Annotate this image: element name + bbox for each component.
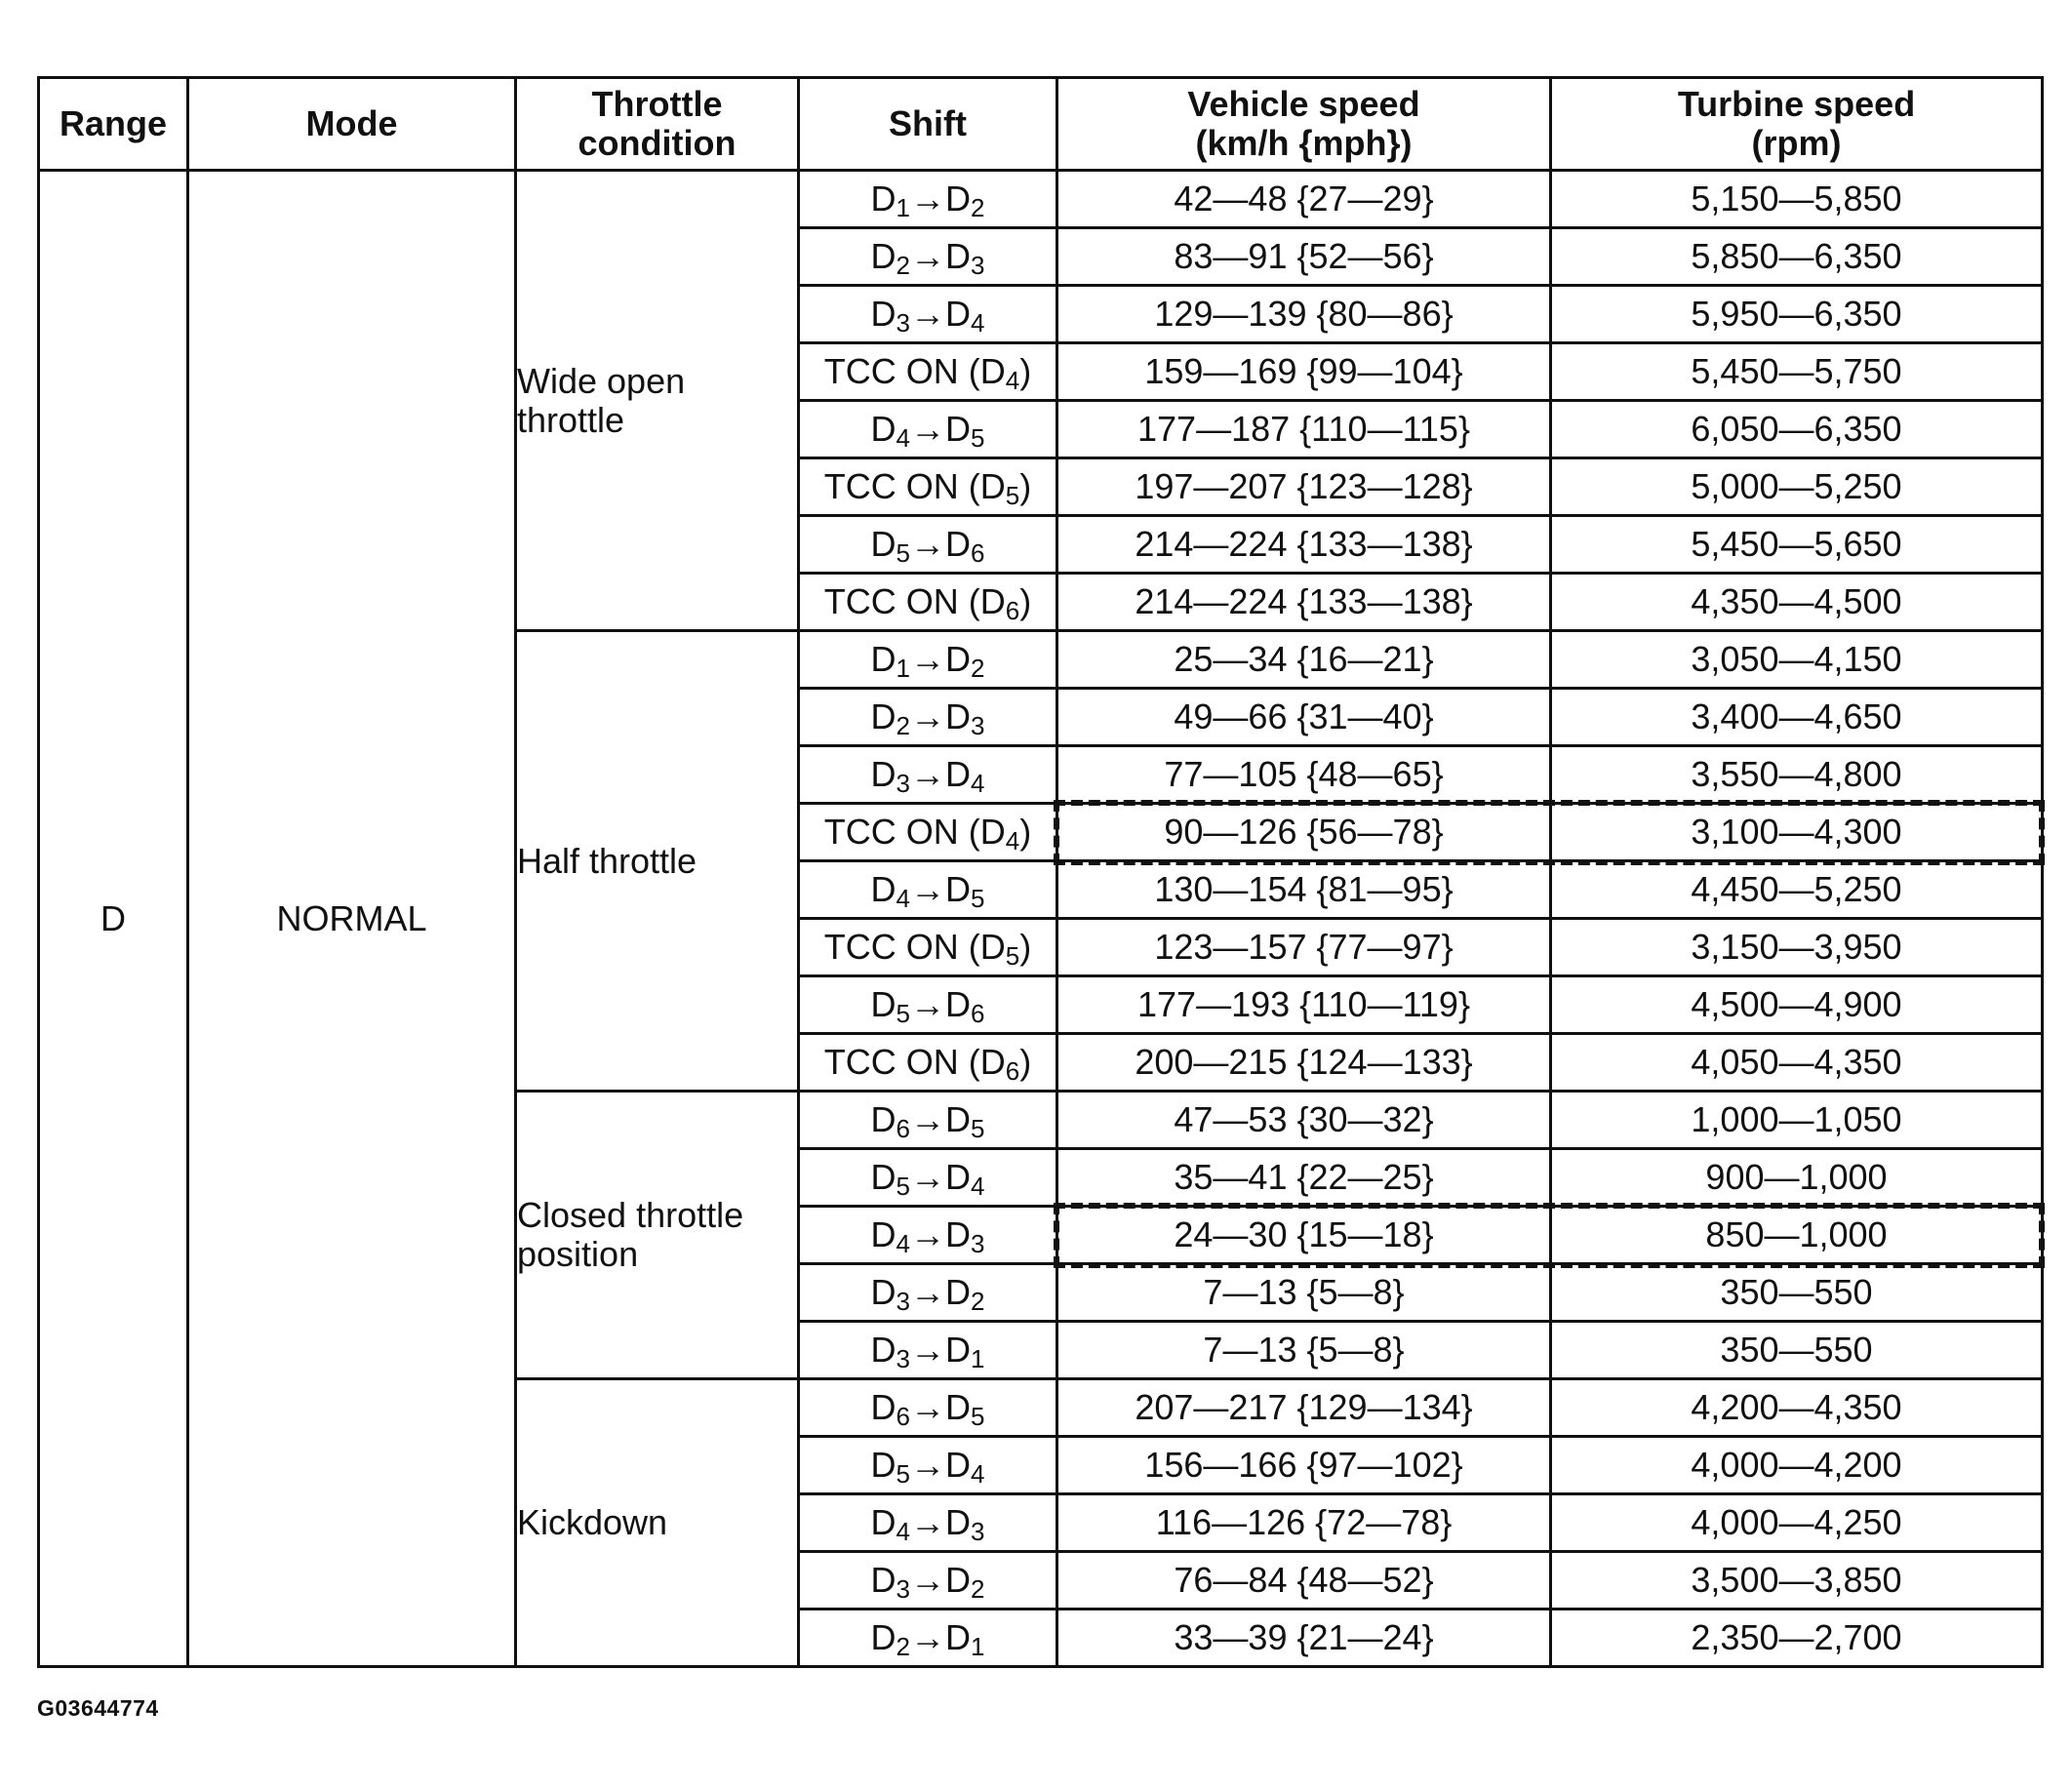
header-speed-line-1: Vehicle speed bbox=[1187, 84, 1420, 124]
shift-label: $D_5\to D_6$ bbox=[870, 524, 985, 568]
turbine-speed-cell: 3,550—4,800 bbox=[1551, 746, 2043, 804]
shift-cell bbox=[799, 1610, 1057, 1667]
turbine-speed-cell: 4,000—4,200 bbox=[1551, 1437, 2043, 1494]
shift-label: $D_1\to D_2$ bbox=[870, 179, 985, 222]
shift-label: $D_4\to D_5$ bbox=[870, 869, 985, 913]
vehicle-speed-cell: 130—154 {81—95} bbox=[1057, 861, 1551, 919]
throttle-condition-cell: Closed throttle position bbox=[516, 1092, 799, 1379]
shift-label: TCC ON $(D_5)$ bbox=[823, 927, 1032, 971]
turbine-speed-cell: 3,050—4,150 bbox=[1551, 631, 2043, 689]
shift-cell bbox=[799, 1207, 1057, 1264]
vehicle-speed-cell: 77—105 {48—65} bbox=[1057, 746, 1551, 804]
shift-label: $D_2\to D_3$ bbox=[870, 236, 985, 280]
shift-label: TCC ON $(D_6)$ bbox=[823, 581, 1032, 625]
shift-cell bbox=[799, 804, 1057, 861]
shift-cell bbox=[799, 1552, 1057, 1610]
header-speed-line-2: (km/h {mph}) bbox=[1195, 123, 1413, 163]
shift-cell bbox=[799, 1437, 1057, 1494]
vehicle-speed-cell: 24—30 {15—18} bbox=[1057, 1207, 1551, 1264]
shift-cell bbox=[799, 1322, 1057, 1379]
header-throttle-line-2: condition bbox=[578, 123, 737, 163]
turbine-speed-cell: 5,850—6,350 bbox=[1551, 228, 2043, 286]
header-vehicle-speed bbox=[1057, 78, 1551, 171]
shift-cell bbox=[799, 861, 1057, 919]
shift-label: $D_2\to D_1$ bbox=[870, 1617, 985, 1661]
shift-label: $D_4\to D_3$ bbox=[870, 1502, 985, 1546]
turbine-speed-cell: 3,500—3,850 bbox=[1551, 1552, 2043, 1610]
header-turbine-speed bbox=[1551, 78, 2043, 171]
vehicle-speed-cell: 159—169 {99—104} bbox=[1057, 343, 1551, 401]
vehicle-speed-cell: 33—39 {21—24} bbox=[1057, 1610, 1551, 1667]
shift-label: $D_3\to D_4$ bbox=[870, 294, 985, 338]
turbine-speed-cell: 5,150—5,850 bbox=[1551, 171, 2043, 228]
header-shift: Shift bbox=[799, 78, 1057, 171]
shift-cell bbox=[799, 1494, 1057, 1552]
figure-id: G03644774 bbox=[37, 1695, 159, 1721]
vehicle-speed-cell: 83—91 {52—56} bbox=[1057, 228, 1551, 286]
shift-label: $D_4\to D_5$ bbox=[870, 409, 985, 453]
shift-label: $D_5\to D_6$ bbox=[870, 984, 985, 1028]
vehicle-speed-cell: 49—66 {31—40} bbox=[1057, 689, 1551, 746]
turbine-speed-cell: 4,000—4,250 bbox=[1551, 1494, 2043, 1552]
shift-label: TCC ON $(D_6)$ bbox=[823, 1042, 1032, 1086]
throttle-condition-cell: Kickdown bbox=[516, 1379, 799, 1667]
throttle-condition-cell: Half throttle bbox=[516, 631, 799, 1092]
turbine-speed-cell: 4,200—4,350 bbox=[1551, 1379, 2043, 1437]
shift-label: $D_5\to D_4$ bbox=[870, 1157, 985, 1201]
turbine-speed-cell: 5,950—6,350 bbox=[1551, 286, 2043, 343]
shift-cell bbox=[799, 976, 1057, 1034]
shift-cell bbox=[799, 228, 1057, 286]
turbine-speed-cell: 4,050—4,350 bbox=[1551, 1034, 2043, 1092]
shift-label: TCC ON $(D_4)$ bbox=[823, 351, 1032, 395]
shift-label: $D_4\to D_3$ bbox=[870, 1214, 985, 1258]
shift-label: $D_3\to D_2$ bbox=[870, 1272, 985, 1316]
shift-label: $D_3\to D_4$ bbox=[870, 754, 985, 798]
shift-cell bbox=[799, 171, 1057, 228]
mode-cell: NORMAL bbox=[188, 171, 516, 1667]
header-throttle-condition bbox=[516, 78, 799, 171]
header-rpm-line-2: (rpm) bbox=[1751, 123, 1842, 163]
turbine-speed-cell: 3,400—4,650 bbox=[1551, 689, 2043, 746]
shift-cell bbox=[799, 919, 1057, 976]
turbine-speed-cell: 4,500—4,900 bbox=[1551, 976, 2043, 1034]
header-range: Range bbox=[39, 78, 188, 171]
turbine-speed-cell: 1,000—1,050 bbox=[1551, 1092, 2043, 1149]
vehicle-speed-cell: 200—215 {124—133} bbox=[1057, 1034, 1551, 1092]
shift-cell bbox=[799, 286, 1057, 343]
shift-cell bbox=[799, 458, 1057, 516]
turbine-speed-cell: 3,150—3,950 bbox=[1551, 919, 2043, 976]
shift-cell bbox=[799, 516, 1057, 574]
shift-speed-table bbox=[37, 76, 2044, 1668]
shift-cell bbox=[799, 401, 1057, 458]
vehicle-speed-cell: 25—34 {16—21} bbox=[1057, 631, 1551, 689]
shift-label: TCC ON $(D_4)$ bbox=[823, 812, 1032, 855]
turbine-speed-cell: 6,050—6,350 bbox=[1551, 401, 2043, 458]
throttle-condition-cell: Wide open throttle bbox=[516, 171, 799, 631]
shift-cell bbox=[799, 1034, 1057, 1092]
shift-cell bbox=[799, 1149, 1057, 1207]
vehicle-speed-cell: 42—48 {27—29} bbox=[1057, 171, 1551, 228]
shift-cell bbox=[799, 689, 1057, 746]
header-throttle-line-1: Throttle bbox=[591, 84, 723, 124]
turbine-speed-cell: 5,450—5,650 bbox=[1551, 516, 2043, 574]
vehicle-speed-cell: 35—41 {22—25} bbox=[1057, 1149, 1551, 1207]
turbine-speed-cell: 5,450—5,750 bbox=[1551, 343, 2043, 401]
vehicle-speed-cell: 214—224 {133—138} bbox=[1057, 516, 1551, 574]
vehicle-speed-cell: 177—193 {110—119} bbox=[1057, 976, 1551, 1034]
turbine-speed-cell: 350—550 bbox=[1551, 1322, 2043, 1379]
turbine-speed-cell: 350—550 bbox=[1551, 1264, 2043, 1322]
turbine-speed-cell: 5,000—5,250 bbox=[1551, 458, 2043, 516]
shift-cell bbox=[799, 1264, 1057, 1322]
shift-cell bbox=[799, 1092, 1057, 1149]
turbine-speed-cell: 4,350—4,500 bbox=[1551, 574, 2043, 631]
vehicle-speed-cell: 90—126 {56—78} bbox=[1057, 804, 1551, 861]
shift-label: $D_1\to D_2$ bbox=[870, 639, 985, 683]
vehicle-speed-cell: 7—13 {5—8} bbox=[1057, 1264, 1551, 1322]
shift-label: $D_3\to D_1$ bbox=[870, 1330, 985, 1373]
turbine-speed-cell: 3,100—4,300 bbox=[1551, 804, 2043, 861]
turbine-speed-cell: 900—1,000 bbox=[1551, 1149, 2043, 1207]
range-cell: D bbox=[39, 171, 188, 1667]
turbine-speed-cell: 4,450—5,250 bbox=[1551, 861, 2043, 919]
shift-label: $D_6\to D_5$ bbox=[870, 1387, 985, 1431]
shift-label: $D_5\to D_4$ bbox=[870, 1445, 985, 1489]
shift-label: $D_3\to D_2$ bbox=[870, 1560, 985, 1604]
turbine-speed-cell: 2,350—2,700 bbox=[1551, 1610, 2043, 1667]
header-rpm-line-1: Turbine speed bbox=[1677, 84, 1916, 124]
shift-label: TCC ON $(D_5)$ bbox=[823, 466, 1032, 510]
table-body bbox=[39, 171, 2043, 1667]
header-mode: Mode bbox=[188, 78, 516, 171]
header-row bbox=[39, 78, 2043, 171]
vehicle-speed-cell: 197—207 {123—128} bbox=[1057, 458, 1551, 516]
shift-cell bbox=[799, 631, 1057, 689]
vehicle-speed-cell: 207—217 {129—134} bbox=[1057, 1379, 1551, 1437]
vehicle-speed-cell: 7—13 {5—8} bbox=[1057, 1322, 1551, 1379]
table-row bbox=[39, 171, 2043, 228]
vehicle-speed-cell: 177—187 {110—115} bbox=[1057, 401, 1551, 458]
vehicle-speed-cell: 116—126 {72—78} bbox=[1057, 1494, 1551, 1552]
shift-label: $D_6\to D_5$ bbox=[870, 1099, 985, 1143]
vehicle-speed-cell: 76—84 {48—52} bbox=[1057, 1552, 1551, 1610]
vehicle-speed-cell: 47—53 {30—32} bbox=[1057, 1092, 1551, 1149]
vehicle-speed-cell: 214—224 {133—138} bbox=[1057, 574, 1551, 631]
shift-cell bbox=[799, 343, 1057, 401]
turbine-speed-cell: 850—1,000 bbox=[1551, 1207, 2043, 1264]
shift-cell bbox=[799, 574, 1057, 631]
shift-label: $D_2\to D_3$ bbox=[870, 696, 985, 740]
vehicle-speed-cell: 123—157 {77—97} bbox=[1057, 919, 1551, 976]
vehicle-speed-cell: 129—139 {80—86} bbox=[1057, 286, 1551, 343]
shift-cell bbox=[799, 746, 1057, 804]
vehicle-speed-cell: 156—166 {97—102} bbox=[1057, 1437, 1551, 1494]
shift-cell bbox=[799, 1379, 1057, 1437]
